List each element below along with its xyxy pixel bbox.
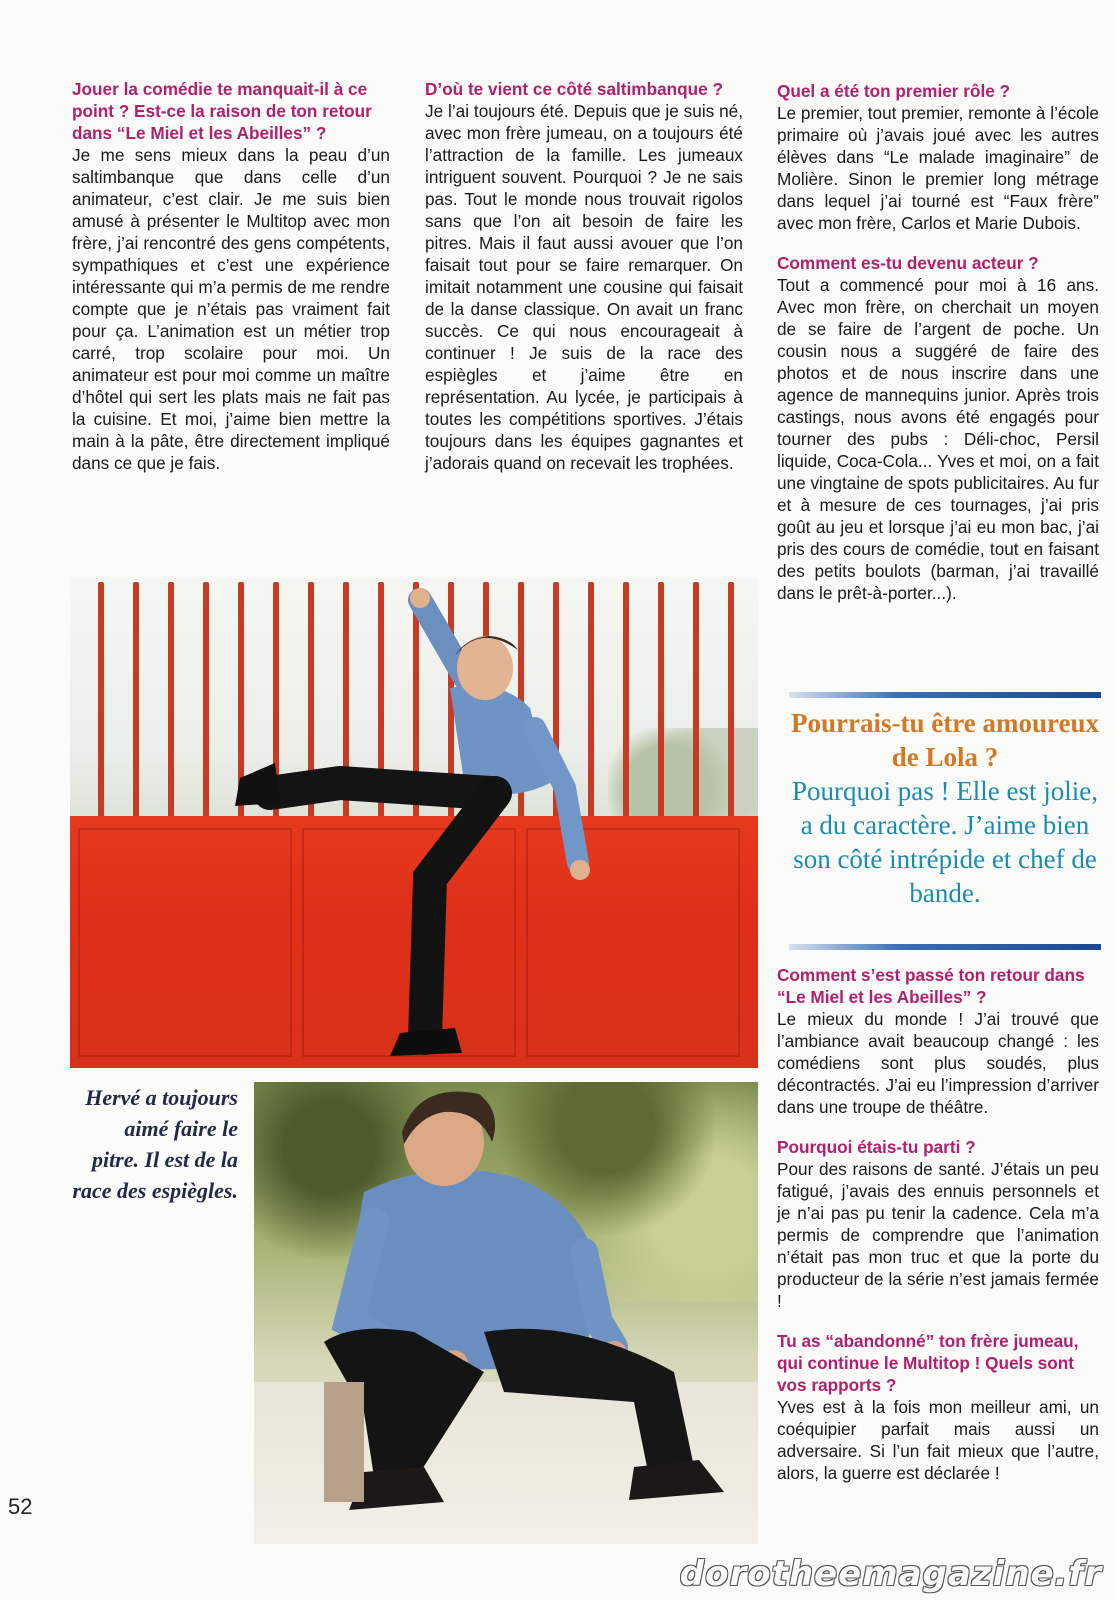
question-heading: Pourquoi étais-tu parti ?	[777, 1137, 976, 1157]
answer-text: Je me sens mieux dans la peau d’un saltimbanque que dans celle d’un animateur, c’est clair. Je me suis bien amusé à présenter le Multitop avec mon frère, j’ai rencontré des gens compétents, sympathiques et c’est une expérience intéressante qui m’a permis de me rendre compte que je n’étais pas vraiment fait pour ça. L’animation est un métier trop carré, trop scolaire pour moi. Un animateur est pour moi comme un maître d’hôtel qui sert les plats mais ne fait pas la cuisine. Et moi, j’aime bien mettre la main à la pâte, être directement impliqué dans ce que je fais.	[72, 145, 390, 473]
question-heading: Tu as “abandonné” ton frère jumeau, qui continue le Multitop ! Quels sont vos rapports ?	[777, 1331, 1079, 1395]
answer-text: Pour des raisons de santé. J’étais un peu fatigué, j’avais des ennuis personnels et je n’ai pas pu tenir la cadence. Cela m’a permis de comprendre que l’animation n’était pas mon truc et que la porte du producteur de la série n’est jamais fermée !	[777, 1159, 1099, 1311]
question-heading: Comment es-tu devenu acteur ?	[777, 253, 1039, 273]
person-crouching	[254, 1082, 758, 1544]
person-kicking	[70, 578, 758, 1068]
pull-quote	[789, 706, 1101, 910]
quote-bottom-rule	[789, 944, 1101, 950]
question-heading: Quel a été ton premier rôle ?	[777, 81, 1011, 101]
pull-quote-answer: Pourquoi pas ! Elle est jolie, a du caractère. J’aime bien son côté intrépide et chef de bande.	[792, 776, 1098, 908]
photo-crouching	[254, 1082, 758, 1544]
column-2	[425, 78, 743, 474]
column-1	[72, 78, 390, 474]
pull-quote-box	[789, 692, 1101, 950]
question-heading: Comment s’est passé ton retour dans “Le Miel et les Abeilles” ?	[777, 965, 1085, 1007]
photo-caption: Hervé a toujours aimé faire le pitre. Il est de la race des espiègles.	[72, 1085, 238, 1203]
answer-text: Tout a commencé pour moi à 16 ans. Avec mon frère, on cherchait un moyen de se faire de l’argent de poche. Un cousin nous a suggéré de faire des photos et de nous inscrire dans une agence de mannequins junior. Après trois castings, nous avons été engagés pour tourner des pubs : Déli-choc, Persil liquide, Coca-Cola... Yves et moi, on a fait une vingtaine de spots publicitaires. Au fur et à mesure de ces tournages, j’ai pris goût au jeu et lorsque j’ai eu mon bac, j’ai pris des cours de comédie, tout en faisant des petits boulots (barman, j’ai travaillé dans le prêt-à-porter...).	[777, 275, 1099, 603]
question-heading: D’où te vient ce côté saltimbanque ?	[425, 79, 723, 99]
question-heading: Jouer la comédie te manquait-il à ce point ? Est-ce la raison de ton retour dans “Le Miel et les Abeilles” ?	[72, 79, 372, 143]
answer-text: Je l’ai toujours été. Depuis que je suis né, avec mon frère jumeau, on a toujours été l’attraction de la famille. Les jumeaux intriguent souvent. Pourquoi ? Je ne sais pas. Tout le monde nous trouvait rigolos sans que l’on ait besoin de faire les pitres. Mais il faut aussi avouer que l’on faisait tout pour se faire remarquer. On imitait notamment une cousine qui faisait de la danse classique. On avait un franc succès. Ce qui nous encourageait à continuer ! Je suis de la race des espiègles et j’aime être en représentation. Au lycée, je participais à toutes les compétitions sportives. J’étais toujours dans les équipes gagnantes et j’adorais quand on recevait les trophées.	[425, 101, 743, 473]
answer-text: Le mieux du monde ! J’ai trouvé que l’ambiance avait beaucoup changé : les comédiens sont plus soudés, plus décontractés. J’ai eu l’impression d’arriver dans une troupe de théâtre.	[777, 1009, 1099, 1117]
photo-fence	[70, 578, 758, 1068]
column-3-continued	[777, 964, 1099, 1484]
page-number: 52	[8, 1494, 33, 1519]
column-3	[777, 80, 1099, 604]
answer-text: Yves est à la fois mon meilleur ami, un coéquipier parfait mais aussi un adversaire. Si l’un fait mieux que l’autre, alors, la guerre est déclarée !	[777, 1397, 1099, 1483]
answer-text: Le premier, tout premier, remonte à l’école primaire où j’avais joué avec les autres élèves dans “Le malade imaginaire” de Molière. Sinon le premier long métrage dans lequel j’ai tourné est “Faux frère” avec mon frère, Carlos et Marie Dubois.	[777, 103, 1099, 233]
pull-quote-question: Pourrais-tu être amoureux de Lola ?	[791, 708, 1099, 772]
site-watermark: dorotheemagazine.fr	[679, 1554, 1102, 1594]
quote-top-rule	[789, 692, 1101, 698]
